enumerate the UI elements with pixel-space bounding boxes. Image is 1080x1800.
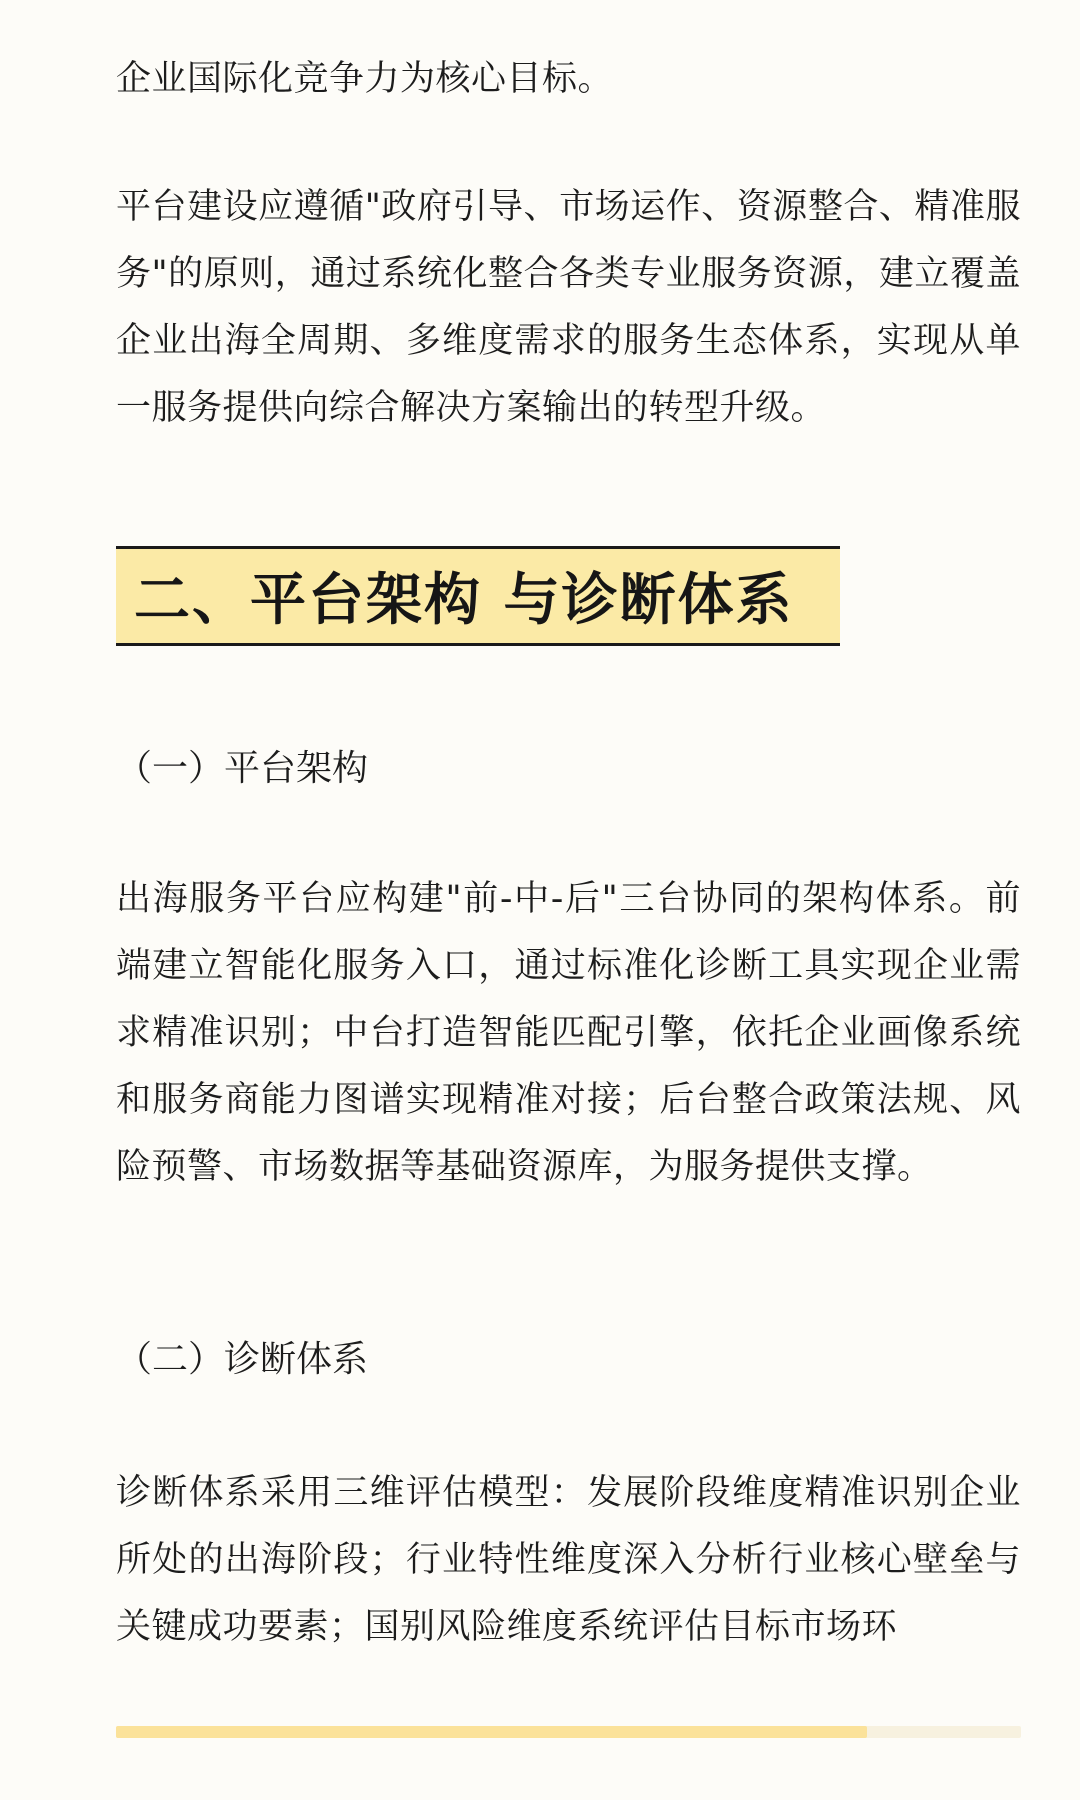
principle-paragraph: 平台建设应遵循"政府引导、市场运作、资源整合、精准服务"的原则，通过系统化整合各类专业服务资源，建立覆盖企业出海全周期、多维度需求的服务生态体系，实现从单一服务提供向综合解决方案输出的转型升级。 (116, 187, 1021, 428)
reading-progress-fill (116, 1726, 867, 1738)
section-heading-box (116, 546, 840, 646)
section-heading-title: 二、平台架构 与诊断体系 (134, 568, 794, 633)
platform-architecture-paragraph: 出海服务平台应构建"前-中-后"三台协同的架构体系。前端建立智能化服务入口，通过标准化诊断工具实现企业需求精准识别；中台打造智能匹配引擎，依托企业画像系统和服务商能力图谱实现精准对接；后台整合政策法规、风险预警、市场数据等基础资源库，为服务提供支撑。 (116, 879, 1021, 1187)
reading-progress-bar (116, 1726, 1021, 1738)
diagnosis-system-paragraph: 诊断体系采用三维评估模型：发展阶段维度精准识别企业所处的出海阶段；行业特性维度深入分析行业核心壁垒与关键成功要素；国别风险维度系统评估目标市场环 (116, 1473, 1021, 1647)
subheading-diagnosis-system: （二）诊断体系 (116, 1339, 369, 1380)
intro-paragraph-tail: 企业国际化竞争力为核心目标。 (116, 59, 614, 99)
subheading-platform-architecture: （一）平台架构 (116, 748, 369, 789)
